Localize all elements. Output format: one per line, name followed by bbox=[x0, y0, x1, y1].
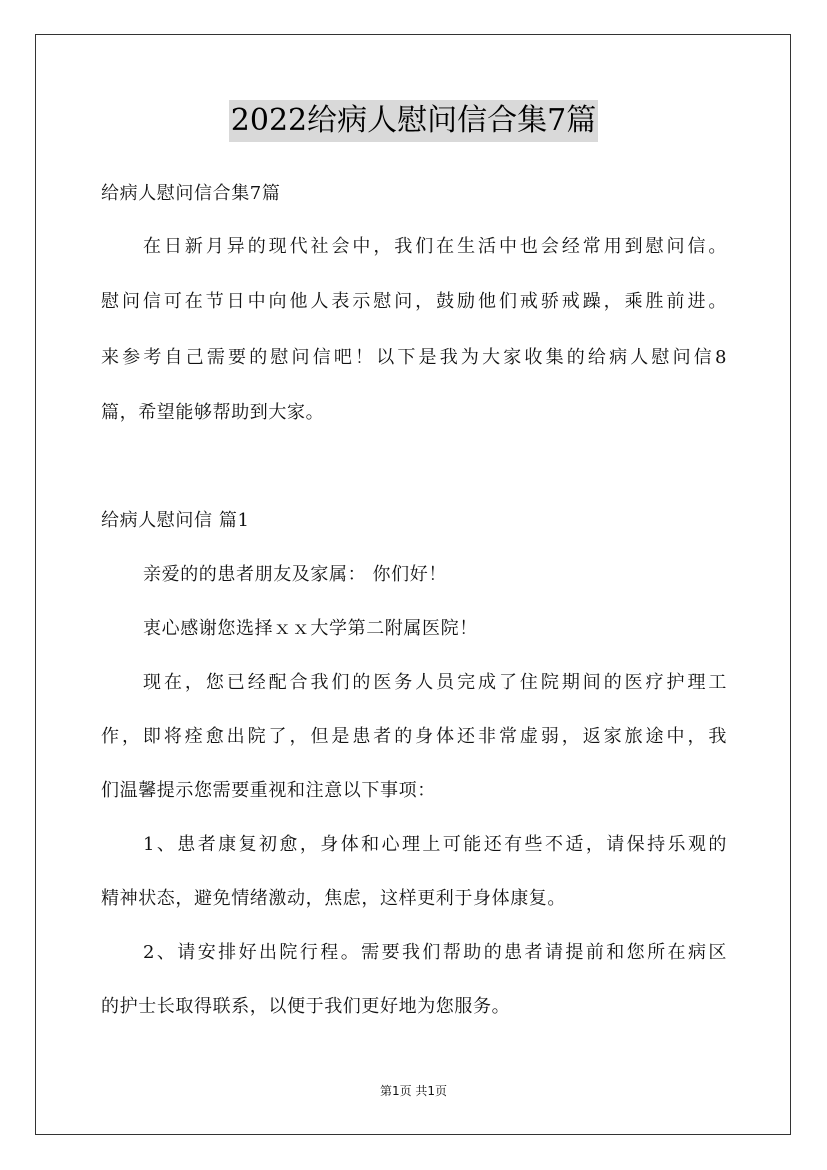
paragraph-line: 作，即将痊愈出院了，但是患者的身体还非常虚弱，返家旅途中，我 bbox=[101, 726, 727, 747]
salutation-line: 亲爱的的患者朋友及家属： 你们好！ bbox=[143, 564, 447, 585]
paragraph-line: 在日新月异的现代社会中，我们在生活中也会经常用到慰问信。 bbox=[143, 236, 727, 257]
title-container bbox=[0, 100, 827, 142]
list-item-line: 2、请安排好出院行程。需要我们帮助的患者请提前和您所在病区 bbox=[143, 942, 727, 963]
subtitle-line: 给病人慰问信合集7篇 bbox=[101, 183, 281, 204]
paragraph-line: 慰问信可在节日中向他人表示慰问，鼓励他们戒骄戒躁，乘胜前进。 bbox=[101, 291, 727, 312]
page-footer: 第1页 共1页 bbox=[379, 1084, 448, 1098]
list-item-line: 的护士长取得联系，以便于我们更好地为您服务。 bbox=[101, 996, 511, 1017]
section-heading: 给病人慰问信 篇1 bbox=[101, 510, 250, 531]
paragraph-line: 现在，您已经配合我们的医务人员完成了住院期间的医疗护理工 bbox=[143, 672, 727, 693]
paragraph-line: 们温馨提示您需要重视和注意以下事项： bbox=[101, 780, 436, 801]
paragraph-line: 来参考自己需要的慰问信吧！以下是我为大家收集的给病人慰问信8 bbox=[101, 347, 727, 368]
document-title: 2022给病人慰问信合集7篇 bbox=[229, 100, 598, 142]
paragraph-line: 篇，希望能够帮助到大家。 bbox=[101, 402, 325, 423]
list-item-line: 1、患者康复初愈，身体和心理上可能还有些不适，请保持乐观的 bbox=[143, 834, 727, 855]
paragraph-line: 衷心感谢您选择ｘｘ大学第二附属医院！ bbox=[143, 618, 478, 639]
list-item-line: 精神状态，避免情绪激动，焦虑，这样更利于身体康复。 bbox=[101, 888, 566, 909]
